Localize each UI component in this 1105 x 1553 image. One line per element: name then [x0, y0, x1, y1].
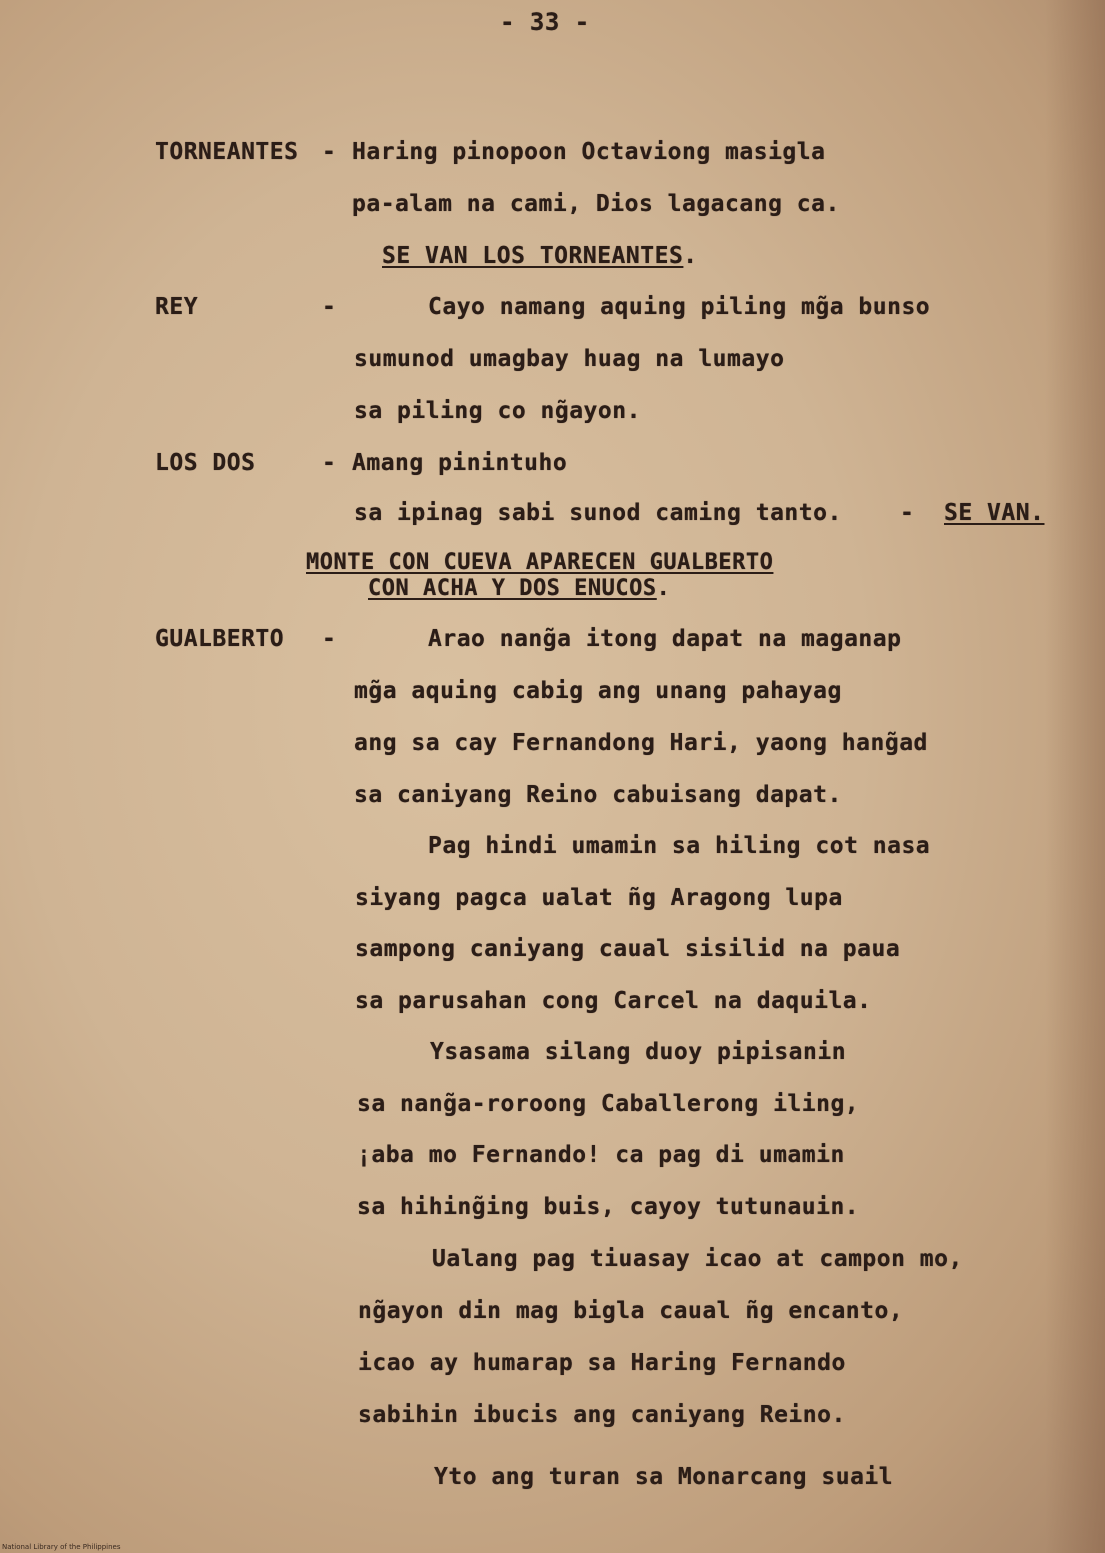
dialogue-line: pa-alam na cami, Dios lagacang ca.: [352, 191, 840, 217]
speaker-dash: -: [322, 450, 337, 476]
stage-direction: [382, 242, 698, 270]
speaker-dash: -: [322, 626, 337, 652]
stage-direction-period: .: [683, 243, 698, 269]
dialogue-line: Ysasama silang duoy pipisanin: [430, 1039, 847, 1065]
stage-direction-period: .: [656, 576, 671, 601]
dialogue-line: sumunod umagbay huag na lumayo: [354, 346, 785, 372]
dialogue-line: mg̃a aquing cabig ang unang pahayag: [354, 678, 842, 704]
page-number: - 33 -: [500, 8, 590, 36]
dialogue-line: icao ay humarap sa Haring Fernando: [358, 1350, 846, 1376]
speaker-gualberto: GUALBERTO: [155, 626, 285, 652]
speaker-los-dos: LOS DOS: [155, 450, 256, 476]
dialogue-line: sa caniyang Reino cabuisang dapat.: [354, 782, 842, 808]
dialogue-line: ng̃ayon din mag bigla caual ñg encanto,: [358, 1298, 904, 1324]
speaker-dash: -: [322, 294, 337, 320]
inline-dash: -: [900, 500, 915, 526]
dialogue-line: sampong caniyang caual sisilid na paua: [355, 936, 901, 962]
dialogue-line: sabihin ibucis ang caniyang Reino.: [358, 1402, 846, 1428]
dialogue-line: sa hihing̃ing buis, cayoy tutunauin.: [357, 1194, 860, 1220]
dialogue-line: Cayo namang aquing piling mg̃a bunso: [428, 294, 931, 320]
dialogue-line: sa parusahan cong Carcel na daquila.: [355, 988, 872, 1014]
dialogue-line: ¡aba mo Fernando! ca pag di umamin: [357, 1142, 845, 1168]
stage-direction-text: CON ACHA Y DOS ENUCOS: [368, 576, 657, 601]
dialogue-line: sa piling co ng̃ayon.: [354, 398, 641, 424]
speaker-rey: REY: [155, 294, 199, 320]
dialogue-line: Yto ang turan sa Monarcang suail: [434, 1464, 894, 1490]
stage-direction-se-van: SE VAN.: [944, 500, 1045, 526]
page-edge-shadow: [1045, 0, 1105, 1553]
dialogue-line: siyang pagca ualat ñg Aragong lupa: [355, 885, 843, 911]
stage-direction: [368, 575, 670, 603]
speaker-dash: -: [322, 139, 337, 165]
dialogue-line: Pag hindi umamin sa hiling cot nasa: [428, 833, 931, 859]
speaker-torneantes: TORNEANTES: [155, 139, 299, 165]
stage-direction: MONTE CON CUEVA APARECEN GUALBERTO: [306, 550, 774, 575]
dialogue-line: Haring pinopoon Octaviong masigla: [352, 139, 826, 165]
dialogue-line: Ualang pag tiuasay icao at campon mo,: [432, 1246, 963, 1272]
dialogue-line: Arao nang̃a itong dapat na maganap: [428, 626, 902, 652]
dialogue-line: sa nang̃a-roroong Caballerong iling,: [357, 1091, 860, 1117]
stage-direction-text: SE VAN LOS TORNEANTES: [382, 243, 684, 269]
dialogue-line: Amang pinintuho: [352, 450, 568, 476]
dialogue-line: sa ipinag sabi sunod caming tanto.: [354, 500, 842, 526]
dialogue-line: ang sa cay Fernandong Hari, yaong hang̃ad: [354, 730, 928, 756]
footer-credit: National Library of the Philippines: [2, 1543, 121, 1551]
